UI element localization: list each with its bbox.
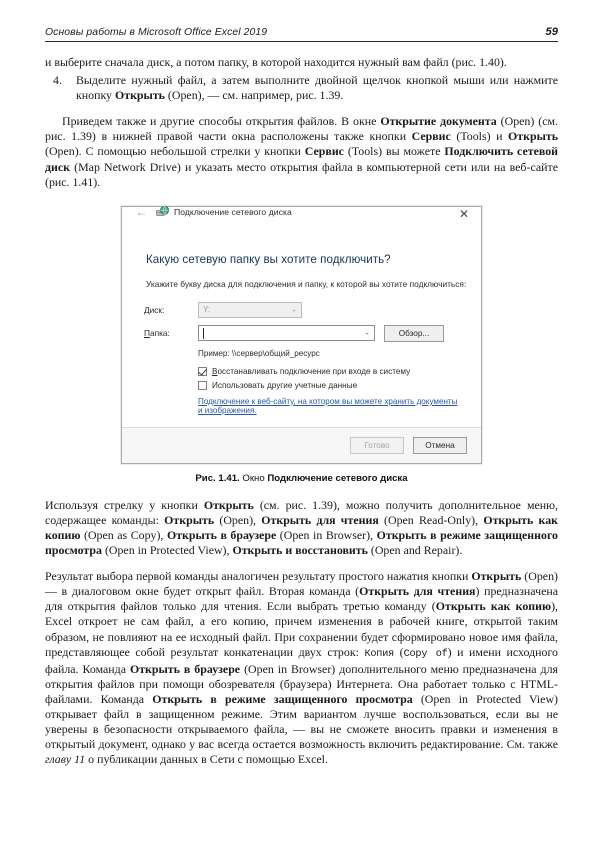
text-segment-2: (Open) (см. рис. 1.39) в нижней правой части окна расположены также кнопки: [45, 114, 559, 144]
text-caret: [203, 328, 204, 339]
close-icon[interactable]: ✕: [458, 206, 470, 221]
browse-button[interactable]: Обзор...: [384, 325, 444, 342]
credentials-label-part1: Использовать: [212, 380, 267, 390]
credentials-checkbox-label: [212, 381, 357, 390]
text-segment-7: Открыть как копию: [45, 512, 558, 542]
text-segment-1: Открытие документа: [380, 114, 497, 129]
text-segment-9: Открыть в браузере: [166, 527, 277, 542]
dialog-body: [122, 233, 481, 415]
dialog-titlebar: [122, 203, 481, 233]
list-item: [45, 73, 558, 103]
figure-caption: [195, 473, 407, 484]
folder-input[interactable]: [198, 325, 375, 341]
drive-label: [144, 305, 198, 315]
paragraph-four: [45, 569, 558, 767]
drive-select[interactable]: [198, 302, 302, 318]
network-drive-icon: [156, 205, 169, 218]
folder-label-accesskey: П: [144, 328, 150, 339]
figure-block: [45, 206, 558, 484]
text-segment-13: Открыть в режиме защищенного просмотра: [152, 691, 413, 706]
text-segment-5: Открыть как копию: [435, 599, 552, 614]
drive-label-rest: иск:: [149, 304, 165, 315]
text-segment-3: Сервис: [411, 129, 451, 144]
text-segment-0: Приведем также и другие способы открытия файлов. В окне: [62, 114, 381, 129]
paragraph-three: [45, 498, 558, 558]
text-segment-7: Сервис: [304, 144, 344, 159]
page-number: 59: [545, 26, 558, 38]
folder-row: [144, 325, 459, 342]
reconnect-checkbox[interactable]: [198, 367, 207, 376]
text-segment-16: о публикации данных в Сети с помощью Excel.: [85, 752, 328, 767]
running-header-title: Основы работы в Microsoft Office Excel 2019: [45, 27, 268, 38]
figure-caption-bold: Подключение сетевого диска: [267, 472, 408, 484]
dialog-nav-row: [122, 203, 481, 221]
drive-label-accesskey: Д: [144, 304, 150, 315]
list-item-bold-term: Открыть: [114, 88, 165, 103]
drive-select-value: Y:: [203, 305, 211, 315]
chevron-down-icon: ⌄: [291, 306, 297, 314]
dialog-subtitle: Укажите букву диска для подключения и папку, к которой вы хотите подключиться:: [146, 278, 467, 289]
dialog-question: Какую сетевую папку вы хотите подключить?: [146, 252, 391, 266]
paragraph-two: [45, 114, 558, 189]
list-item-number: 4.: [53, 73, 62, 88]
folder-label: [144, 328, 198, 338]
text-segment-2: (см. рис. 1.39), можно получить дополнительное меню, содержащее команды:: [45, 497, 558, 527]
credentials-label-part2: ругие учетные данные: [271, 380, 358, 390]
text-segment-13: Открыть и восстановить: [232, 543, 368, 558]
website-help-link[interactable]: Подключение к веб-сайту, на котором вы можете хранить документы и изображения.: [198, 396, 458, 415]
text-segment-11: Открыть в браузере: [129, 661, 241, 676]
numbered-list: [45, 73, 558, 103]
text-segment-5: Открыть для чтения: [261, 512, 379, 527]
text-segment-0: Результат выбора первой команды аналогичен результату простого нажатия кнопки: [45, 569, 472, 584]
dialog-app-title: Подключение сетевого диска: [174, 206, 292, 217]
text-segment-6: ), Excel откроет не сам файл, а его копию, причем изменения в рабочей книге, открытой таким образом, не повлияют на ее исходный файл. При сохранении будет сформировано новое имя файла, представляющее собой результат конкатенации двух строк:: [45, 599, 558, 659]
text-segment-6: (Open). С помощью небольшой стрелки у кнопки: [45, 144, 305, 159]
text-segment-10: (Open in Browser),: [276, 527, 377, 542]
chevron-down-icon: ⌄: [364, 329, 370, 337]
credentials-accesskey: д: [266, 380, 272, 390]
back-arrow-icon[interactable]: ←: [135, 204, 148, 219]
text-segment-14: (Open in Protected View) открывает файл в защищенном режиме. Этим вариантом лучше воспользоваться, если вы не уверены в безопасности открываемого файла, — вы не сможете вносить правки и изменения в открытый документ, однако у вас всегда остается возможность включить редактирование. См. также: [45, 691, 558, 752]
text-segment-4: (Open),: [214, 512, 262, 527]
figure-caption-label: Рис. 1.41.: [195, 472, 240, 484]
example-hint: Пример: \\сервер\общий_ресурс: [198, 348, 320, 358]
text-segment-15: главу 11: [45, 752, 86, 767]
text-segment-0: Используя стрелку у кнопки: [45, 497, 204, 512]
finish-button[interactable]: Готово: [350, 437, 404, 454]
text-segment-14: (Open and Repair).: [367, 543, 463, 558]
text-segment-8: (Open as Copy),: [80, 527, 167, 542]
running-header: [45, 26, 558, 42]
dialog-footer: [122, 427, 481, 463]
text-segment-8: (Tools) вы можете: [343, 144, 445, 159]
folder-label-rest: апка:: [149, 328, 170, 339]
reconnect-label-rest: осстанавливать подключение при входе в систему: [217, 366, 411, 376]
paragraph-continued: и выберите сначала диск, а потом папку, в которой находится нужный вам файл (рис. 1.40).: [45, 55, 507, 69]
text-segment-10: ) и имени исходного файла. Команда: [45, 644, 558, 676]
list-item-text-before: Выделите нужный файл, а затем выполните двойной щелчок кнопкой мыши или нажмите кнопку: [76, 73, 558, 103]
text-segment-3: Открыть: [164, 512, 215, 527]
reconnect-checkbox-row[interactable]: [198, 367, 459, 376]
credentials-checkbox[interactable]: [198, 381, 207, 390]
text-segment-7: Копия: [364, 648, 395, 660]
credentials-checkbox-row[interactable]: [198, 381, 459, 390]
reconnect-accesskey: В: [212, 366, 218, 376]
list-item-text-after: (Open), — см. например, рис. 1.39.: [164, 88, 344, 103]
reconnect-checkbox-label: [212, 367, 410, 376]
text-segment-12: (Open in Protected View),: [101, 543, 233, 558]
text-segment-4: ) предназначена для открытия файлов только для чтения. Если выбрать третью команду (: [45, 584, 558, 614]
text-segment-11: Открыть в режиме защищенного просмотра: [45, 527, 559, 558]
text-segment-3: Открыть для чтения: [359, 584, 476, 599]
text-segment-1: Открыть: [203, 497, 254, 512]
text-segment-5: Открыть: [508, 129, 558, 144]
text-segment-2: (Open) — в диалоговом окне будет открыт файл. Вторая команда (: [45, 569, 558, 599]
text-segment-1: Открыть: [471, 569, 522, 584]
text-segment-9: Подключить сетевой диск: [45, 144, 558, 174]
cancel-button[interactable]: Отмена: [413, 437, 467, 454]
text-segment-12: (Open in Browser) дополнительного меню предназначена для открытия файлов при помощи обозревателя (браузера) Интернета. Она работает только с HTML-файлами. Команда: [45, 661, 558, 706]
text-segment-6: (Open Read-Only),: [378, 512, 484, 527]
map-network-drive-dialog: [121, 206, 482, 464]
text-segment-10: (Map Network Drive) и указать место открытия файла в компьютерной сети или на веб-сайте (рис. 1.41).: [45, 159, 558, 189]
text-segment-8: (: [394, 644, 404, 659]
drive-row: [144, 302, 459, 318]
figure-caption-text: Окно: [239, 472, 268, 484]
text-segment-9: Copy of: [403, 648, 448, 660]
text-segment-4: (Tools) и: [450, 129, 509, 144]
